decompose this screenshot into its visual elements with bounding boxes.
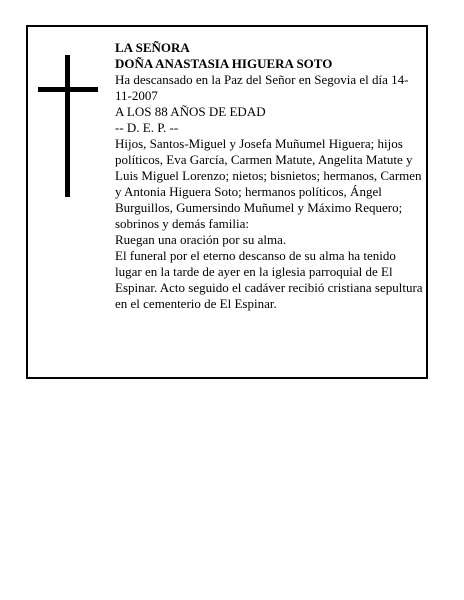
prayer-request: Ruegan una oración por su alma. [115, 232, 287, 247]
deceased-name: DOÑA ANASTASIA HIGUERA SOTO [115, 56, 333, 71]
obituary-notice [26, 25, 428, 379]
funeral-info: El funeral por el eterno descanso de su alma ha tenido lugar en la tarde de ayer en la iglesia parroquial de El Espinar. Acto seguido el cadáver recibió cristiana sepultura en el cementerio de El Espinar. [115, 248, 423, 311]
title-line-1: LA SEÑORA [115, 40, 190, 55]
death-info: Ha descansado en la Paz del Señor en Segovia el día 14-11-2007 [115, 72, 409, 103]
age-line: A LOS 88 AÑOS DE EDAD [115, 104, 266, 119]
family-list: Hijos, Santos-Miguel y Josefa Muñumel Higuera; hijos políticos, Eva García, Carmen Matute, Angelita Matute y Luis Miguel Lorenzo; nietos; bisnietos; hermanos, Carmen y Antonia Higuera Soto; hermanos políticos, Ángel Burguillos, Gumersindo Muñumel y Máximo Requero; sobrinos y demás familia: [115, 136, 422, 231]
rip-line: -- D. E. P. -- [115, 120, 179, 135]
cross-vertical-bar [65, 55, 70, 197]
cross-icon [38, 55, 98, 197]
notice-text [115, 40, 423, 312]
cross-horizontal-bar [38, 87, 98, 92]
